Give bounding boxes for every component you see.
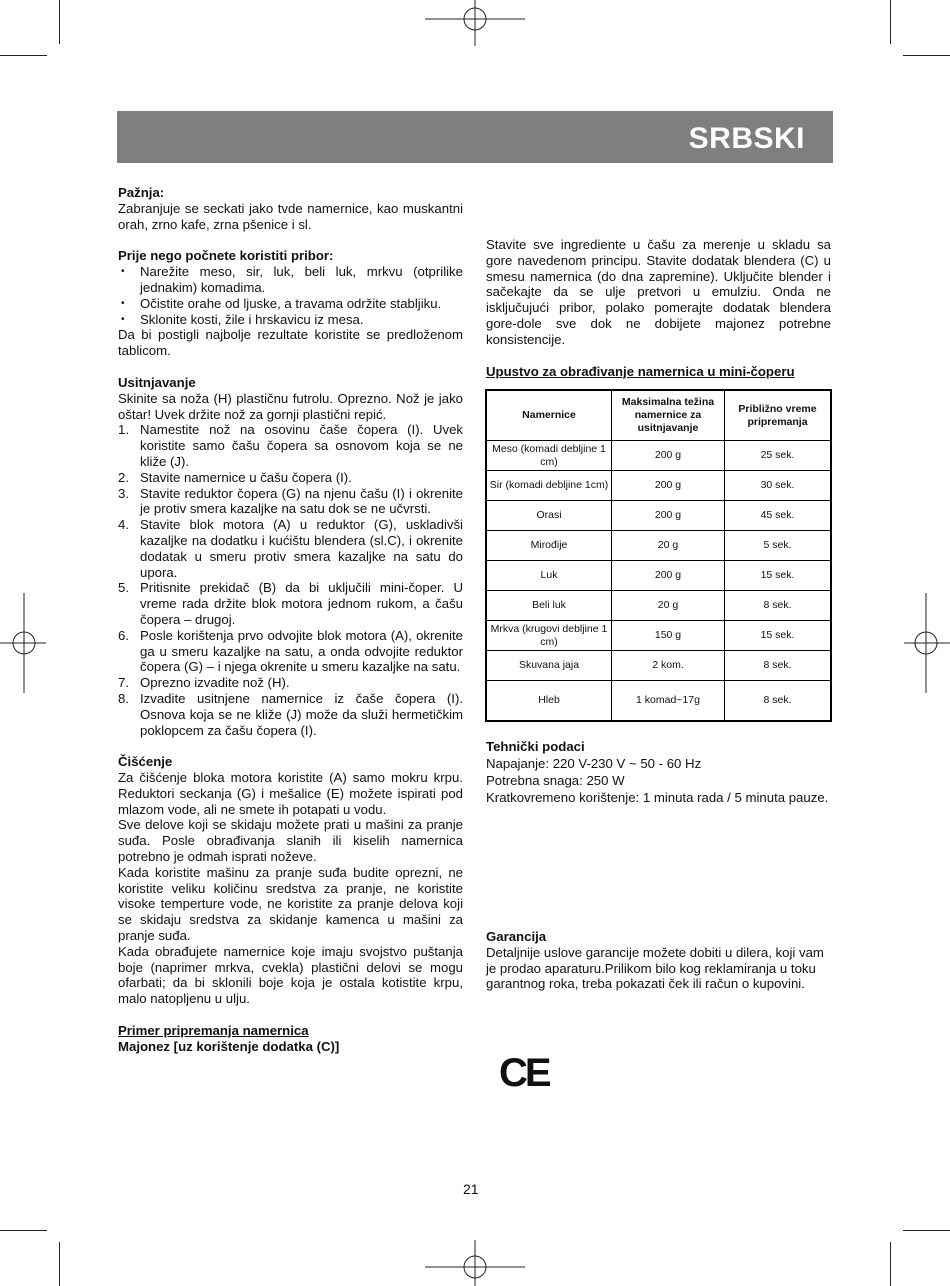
table-cell: Hleb <box>486 681 612 721</box>
table-row <box>486 621 831 651</box>
table-cell: Mrkva (krugovi debljine 1 cm) <box>486 621 612 651</box>
table-cell: 200 g <box>612 561 725 591</box>
example-heading: Primer pripremanja namernica <box>118 1023 309 1039</box>
list-item <box>118 517 463 580</box>
table-row <box>486 471 831 501</box>
crop-mark <box>0 1230 47 1231</box>
table-cell: Beli luk <box>486 591 612 621</box>
table-row <box>486 531 831 561</box>
list-item: • Sklonite kosti, žile i hrskavicu iz mesa. <box>118 312 463 328</box>
technical-heading: Tehnički podaci <box>486 739 585 754</box>
example-subtitle: Majonez [uz korištenje dodatka (C)] <box>118 1038 340 1054</box>
table-cell: Skuvana jaja <box>486 651 612 681</box>
table-cell: 8 sek. <box>725 591 832 621</box>
step-text: Posle korištenja prvo odvojite blok motora (A), okrenite ga u smeru kazaljke na satu, a onda odvojite reduktor čopera (G) – i njega okrenite u smeru kazaljke na satu. <box>140 627 463 675</box>
before-use-note: Da bi postigli najbolje rezultate koristite se predloženom tablicom. <box>118 327 463 359</box>
list-item <box>118 470 463 486</box>
technical-data <box>486 739 831 806</box>
list-item <box>118 628 463 675</box>
step-text: Oprezno izvadite nož (H). <box>140 675 290 691</box>
warranty-section <box>486 929 831 992</box>
cleaning-paragraph: Sve delove koji se skidaju možete prati u mašini za pranje suđa. Posle obrađivanja slanih ili kiselih namernica potrebno je odmah isprati noževe. <box>118 817 463 865</box>
ce-mark-icon <box>499 1051 549 1095</box>
technical-line: Napajanje: 220 V-230 V ~ 50 - 60 Hz <box>486 755 702 771</box>
step-number: 6. <box>118 627 129 643</box>
table-cell: Mirođije <box>486 531 612 561</box>
table-cell: 20 g <box>612 591 725 621</box>
crop-mark <box>903 1230 950 1231</box>
step-text: Stavite blok motora (A) u reduktor (G), uskladivši kazaljke na dodatku i kućištu blendera (sl.C), i okrenite dodatak u smeru protiv smera kazaljke na satu do upora. <box>140 517 463 580</box>
table-cell: 2 kom. <box>612 651 725 681</box>
list-item: • Narežite meso, sir, luk, beli luk, mrkvu (otprilike jednakim) komadima. <box>118 264 463 296</box>
crop-mark <box>59 1242 60 1286</box>
cleaning-heading: Čišćenje <box>118 754 173 770</box>
language-banner <box>117 111 833 163</box>
crop-mark <box>890 1242 891 1286</box>
list-item <box>118 675 463 691</box>
technical-line: Kratkovremeno korištenje: 1 minuta rada / 5 minuta pauze. <box>486 789 829 805</box>
crop-mark <box>890 0 891 44</box>
chopping-intro: Skinite sa noža (H) plastičnu futrolu. Oprezno. Nož je jako oštar! Uvek držite nož za gornji plastični repić. <box>118 390 463 422</box>
crop-mark <box>0 55 47 56</box>
step-text: Izvadite usitnjene namernice iz čaše čopera (I). Osnova koja se ne kliže (J) može da služi hermetičkim poklopcem za čašu čopera (I). <box>140 690 463 738</box>
step-number: 4. <box>118 517 129 533</box>
table-header: Približno vreme pripremanja <box>725 390 832 441</box>
list-item: • Očistite orahe od ljuske, a travama održite stabljiku. <box>118 296 463 312</box>
warranty-heading: Garancija <box>486 929 547 944</box>
table-header: Namernice <box>486 390 612 441</box>
list-item <box>118 580 463 627</box>
table-cell: 8 sek. <box>725 681 832 721</box>
cleaning-paragraph: Kada obrađujete namernice koje imaju svojstvo puštanja boje (naprimer mrkva, cvekla) plastični delovi se mogu ofarbati; da bi sklonili boje koja je ostala kotistite krpu, malo natopljenu u ulju. <box>118 943 463 1007</box>
left-column <box>118 185 463 1055</box>
table-row <box>486 561 831 591</box>
table-row <box>486 591 831 621</box>
table-cell: 45 sek. <box>725 501 832 531</box>
table-cell: 150 g <box>612 621 725 651</box>
before-use-list <box>118 264 463 327</box>
processing-table <box>485 389 832 722</box>
registration-mark-icon <box>0 593 46 693</box>
table-cell: 15 sek. <box>725 561 832 591</box>
table-cell: 1 komad~17g <box>612 681 725 721</box>
table-cell: 200 g <box>612 441 725 471</box>
table-header-row <box>486 390 831 441</box>
cleaning-paragraph: Za čišćenje bloka motora koristite (A) samo mokru krpu. Reduktori seckanja (G) i mešalice (E) možete ispirati pod mlazom vode, ali ne smete ih potapati u vodu. <box>118 770 463 817</box>
table-cell: 200 g <box>612 501 725 531</box>
technical-line: Potrebna snaga: 250 W <box>486 773 625 789</box>
table-row <box>486 681 831 721</box>
page-title: SRBSKI <box>688 122 805 155</box>
table-row <box>486 441 831 471</box>
ce-mark-text: CE <box>499 1051 549 1095</box>
step-text: Pritisnite prekidač (B) da bi uključili mini-čoper. U vreme rada držite blok motora jednom rukom, a čašu čopera – drugoj. <box>140 580 463 627</box>
step-text: Namestite nož na osovinu čaše čopera (I). Uvek koristite samo čašu čopera sa osnovom koja se ne kliže (J). <box>140 422 463 469</box>
step-number: 2. <box>118 469 129 485</box>
warranty-text: Detaljnije uslove garancije možete dobiti u dilera, koji vam je prodao aparaturu.Prilikom bilo kog reklamiranja u toku garantnog roka, treba pokazati ček ili račun o kupovini. <box>486 944 824 992</box>
step-text: Stavite namernice u čašu čopera (I). <box>140 469 352 485</box>
table-cell: 8 sek. <box>725 651 832 681</box>
table-cell: 200 g <box>612 471 725 501</box>
table-cell: 15 sek. <box>725 621 832 651</box>
step-text: Stavite reduktor čopera (G) na njenu čašu (I) i okrenite je protiv smera kazaljke na satu dok se ne učvrsti. <box>140 485 463 517</box>
before-use-heading: Prije nego počnete koristiti pribor: <box>118 248 334 264</box>
list-item <box>118 486 463 518</box>
warning-heading: Pažnja: <box>118 185 165 200</box>
list-item <box>118 691 463 738</box>
step-number: 1. <box>118 422 129 438</box>
table-cell: 25 sek. <box>725 441 832 471</box>
crop-mark <box>59 0 60 44</box>
table-cell: Sir (komadi debljine 1cm) <box>486 471 612 501</box>
warning-text: Zabranjuje se seckati jako tvde namernice, kao muskantni orah, zrno kafe, zrna pšenice i sl. <box>118 200 463 232</box>
table-cell: 30 sek. <box>725 471 832 501</box>
registration-mark-icon <box>425 0 525 46</box>
list-item <box>118 422 463 469</box>
cleaning-paragraph: Kada koristite mašinu za pranje suđa budite oprezni, ne koristite veliku količinu sredstva za pranje, ne koristite visoke temperture vode, ne koristite za pranje delova koji se skidaju sredstva za skidanje kamenca u mašini za pranje suđa. <box>118 864 463 944</box>
table-row <box>486 501 831 531</box>
registration-mark-icon <box>425 1240 525 1286</box>
step-number: 7. <box>118 675 129 691</box>
step-number: 5. <box>118 580 129 596</box>
page-number: 21 <box>463 1181 479 1197</box>
table-cell: Luk <box>486 561 612 591</box>
table-cell: Orasi <box>486 501 612 531</box>
table-cell: 20 g <box>612 531 725 561</box>
registration-mark-icon <box>904 593 950 693</box>
right-column-top <box>486 237 831 379</box>
mayonnaise-text: Stavite sve ingrediente u čašu za merenje u skladu sa gore navedenom principu. Stavite dodatak blendera (C) u smesu namernica (do dna zapremine). Uključite blender i sačekajte da se ulje pretvori u emulziu. Onda ne isključujući pribor, polako pomerajte dodatak blendera gore-dole sve dok ne dobijete majonez potrebne konsistencije. <box>486 237 831 347</box>
step-number: 8. <box>118 690 129 706</box>
table-cell: 5 sek. <box>725 531 832 561</box>
crop-mark <box>903 55 950 56</box>
step-number: 3. <box>118 485 129 501</box>
table-row <box>486 651 831 681</box>
chopping-steps <box>118 422 463 738</box>
table-header: Maksimalna težina namernice za usitnjavanje <box>612 390 725 441</box>
chopping-heading: Usitnjavanje <box>118 374 196 390</box>
table-cell: Meso (komadi debljine 1 cm) <box>486 441 612 471</box>
table-heading: Upustvo za obrađivanje namernica u mini-čoperu <box>486 363 795 379</box>
